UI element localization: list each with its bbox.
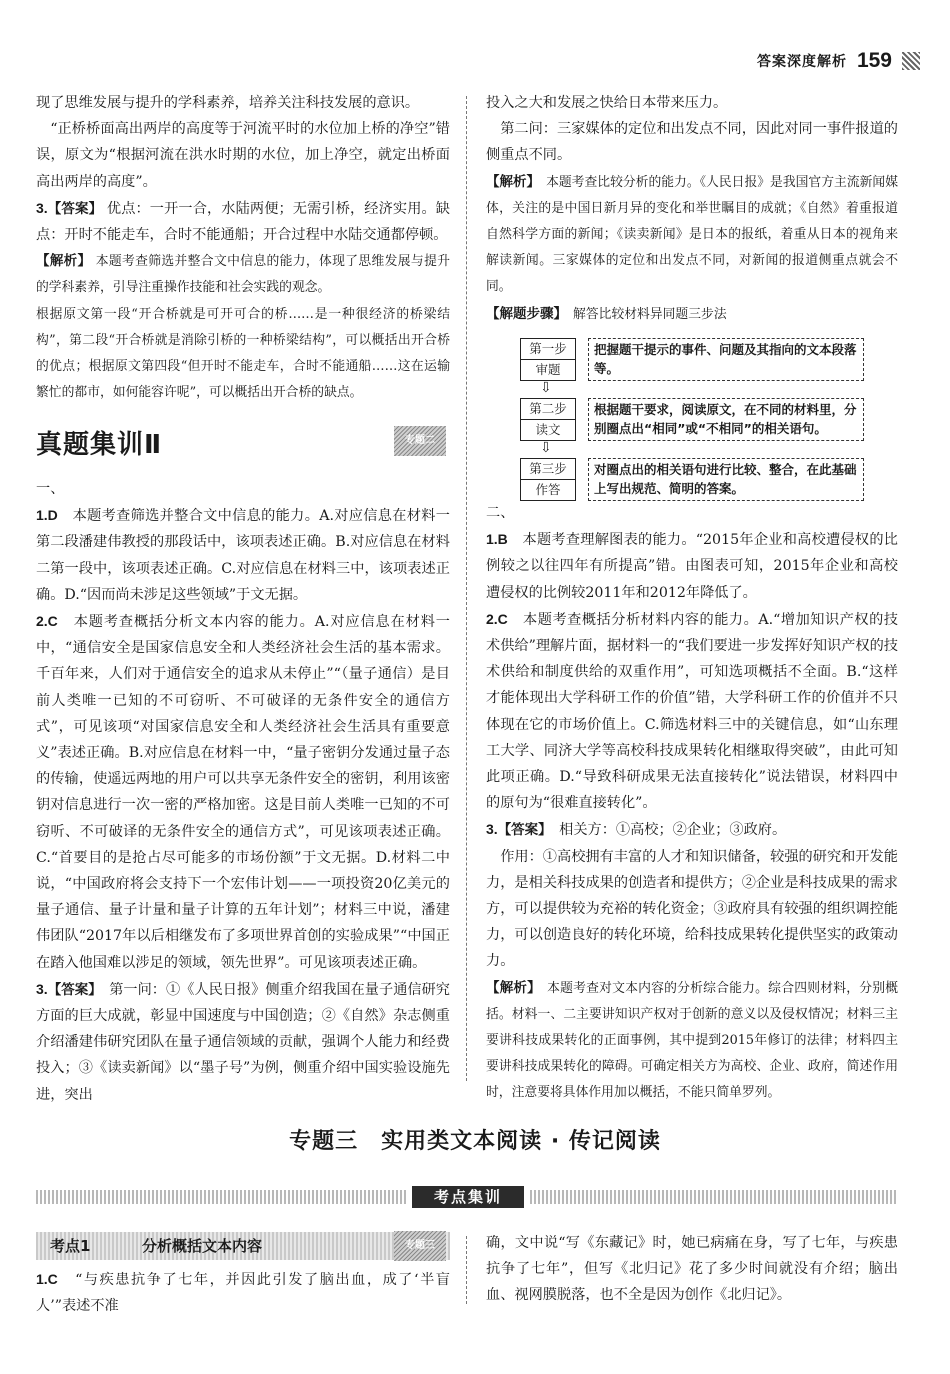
down-arrow-icon: ⇩ xyxy=(540,380,552,396)
step-name: 读文 xyxy=(521,419,575,440)
qr-code-icon xyxy=(902,52,920,70)
steps-tag: 【解题步骤】 xyxy=(486,305,561,322)
explanation-text: 本题考查对文本内容的分析综合能力。综合四则材料，分别概括。材料一、二主要讲知识产权对于创新的意义以及侵权情况；材料三主要讲科技成果转化的正面事例，其中提到2015年修订的法律；材料四主要讲科技成果转化的障碍。可确定相关方为高校、企业、政府，简述作用时，注意要将具体作用加以概括，不能只简单罗列。 xyxy=(486,980,899,1101)
text-paragraph: “正桥桥面高出两岸的高度等于河流平时的水位加上桥的净空”错误，原文为“根据河流在洪水时期的水位，加上净空，就定出桥面高出两岸的高度”。 xyxy=(36,121,450,190)
band-stripe xyxy=(530,1190,896,1204)
question-2 xyxy=(486,606,898,817)
kaodian-title: 分析概括文本内容 xyxy=(142,1237,263,1255)
explanation-text: 本题考查筛选并整合文中信息的能力，体现了思维发展与提升的学科素养，引导注重操作技能和社会实践的观念。 xyxy=(36,254,450,296)
section-roman: Ⅱ xyxy=(144,430,163,460)
question-number: 3. xyxy=(486,821,498,838)
steps-diagram xyxy=(520,338,866,518)
explanation-tag: 【解析】 xyxy=(486,979,535,996)
question-number: 1.B xyxy=(486,531,508,548)
question-number: 3. xyxy=(36,980,48,997)
page-number: 159 xyxy=(856,49,892,72)
section-title-text: 真题集训 xyxy=(36,430,145,460)
chapter-stamp: 专题三 xyxy=(394,1231,446,1261)
part-label: 一、 xyxy=(36,481,65,497)
question-1 xyxy=(36,1266,450,1319)
left-main-block xyxy=(36,476,450,1108)
question-1 xyxy=(36,502,450,608)
kaodian-bar xyxy=(36,1232,450,1260)
steps-title: 解答比较材料异同题三步法 xyxy=(573,306,727,322)
text-paragraph: 第二问：三家媒体的定位和出发点不同，因此对同一事件报道的侧重点不同。 xyxy=(486,121,898,164)
answer-tag: 【答案】 xyxy=(497,822,545,839)
band-label: 考点集训 xyxy=(412,1186,524,1208)
page-header xyxy=(757,50,920,72)
chapter-stamp: 专题二 xyxy=(394,426,446,456)
right-main-block xyxy=(486,500,898,1107)
answer-tag: 【答案】 xyxy=(47,200,103,217)
column-divider xyxy=(466,96,467,1081)
explanation xyxy=(486,975,898,1107)
question-3 xyxy=(486,816,898,843)
step-number: 第三步 xyxy=(529,461,567,476)
explanation-detail: 根据原文第一段“开合桥就是可开可合的桥……是一种很经济的桥梁结构”，第二段“开合桥就是消除引桥的一种桥梁结构”，可以概括出开合桥的优点；根据原文第四段“但开时不能走车，合时不能通船……这在运输繁忙的都市，如何能容许呢”，可以概括出开合桥的缺点。 xyxy=(36,306,450,401)
text-line: 投入之大和发展之快给日本带来压力。 xyxy=(486,95,728,111)
answer-text: 优点：一开一合，水陆两便；无需引桥，经济实用。缺点：开时不能走车，合时不能通船；开合过程中水陆交通都停顿。 xyxy=(36,200,450,244)
bottom-right-block xyxy=(486,1230,898,1309)
step-label xyxy=(520,398,576,441)
explanation-tag: 【解析】 xyxy=(486,173,534,190)
question-text: 第一问：①《人民日报》侧重介绍我国在量子通信研究方面的巨大成就，彰显中国速度与中国创造；②《自然》杂志侧重介绍潘建伟研究团队在量子通信领域的贡献，强调个人能力和经费投入；③《读卖新闻》以“墨子号”为例，侧重介绍中国实验设施先进，突出 xyxy=(36,981,450,1103)
step-row xyxy=(520,338,866,398)
text-paragraph: 确，文中说“写《东藏记》时，她已病痛在身，写了七年，与疾患抗争了七年”，但写《北归记》花了多少时间就没有介绍；脑出血、视网膜脱落，也不全是因为创作《北归记》。 xyxy=(486,1235,898,1304)
question-number: 2.C xyxy=(486,610,508,627)
step-number: 第二步 xyxy=(529,401,567,416)
text-line: 现了思维发展与提升的学科素养，培养关注科技发展的意识。 xyxy=(36,95,420,111)
right-top-block xyxy=(486,90,898,328)
step-text: 根据题干要求，阅读原文，在不同的材料里，分别圈点出“相同”或“不相同”的相关语句。 xyxy=(588,398,864,441)
explanation xyxy=(486,169,898,301)
step-label xyxy=(520,338,576,381)
answer-3 xyxy=(36,195,450,248)
question-number: 1.D xyxy=(36,507,58,524)
question-3 xyxy=(36,976,450,1108)
header-title: 答案深度解析 xyxy=(756,54,847,70)
step-number: 第一步 xyxy=(529,341,567,356)
step-name: 作答 xyxy=(521,479,575,500)
answer-tag: 【答案】 xyxy=(47,981,95,998)
bottom-left-block xyxy=(36,1266,450,1319)
band-stripe xyxy=(36,1190,406,1204)
question-text: 本题考查概括分析材料内容的能力。A.“增加知识产权的技术供给”理解片面，据材料一的“我们要进一步发挥好知识产权的技术供给和制度供给的双重作用”，可知选项概括不全面。B.“这样才能体现出大学科研工作的价值”错，大学科研工作的价值并不只体现在它的市场价值上。C.筛选材料三中的关键信息，如“山东理工大学、同济大学等高校科技成果转化相继取得突破”，由此可知此项正确。D.“导致科研成果无法直接转化”说法错误，材料四中的原句为“很难直接转化”。 xyxy=(486,611,898,812)
left-top-block xyxy=(36,90,450,406)
question-number: 2.C xyxy=(36,613,58,630)
explanation xyxy=(36,248,450,301)
kaodian-number: 考点1 xyxy=(50,1237,91,1255)
question-text: 本题考查理解图表的能力。“2015年企业和高校遭侵权的比例较之以往四年有所提高”错。由图表可知，2015年企业和高校遭侵权的比例较2011年和2012年降低了。 xyxy=(486,532,898,601)
column-divider-bottom xyxy=(466,1236,467,1304)
section-title xyxy=(36,424,450,460)
question-number: 1.C xyxy=(36,1271,58,1287)
part-label: 二、 xyxy=(486,505,515,521)
step-text: 对圈点出的相关语句进行比较、整合，在此基础上写出规范、简明的答案。 xyxy=(588,458,864,501)
answer-detail: 作用：①高校拥有丰富的人才和知识储备，较强的研究和开发能力，是相关科技成果的创造者和提供方；②企业是科技成果的需求方，可以提供较为充裕的转化资金；③政府具有较强的组织调控能力，可以创造良好的转化环境，给科技成果转化提供坚实的政策动力。 xyxy=(486,848,898,970)
step-row xyxy=(520,398,866,458)
chapter-title: 专题三 实用类文本阅读 · 传记阅读 xyxy=(289,1129,661,1154)
step-name: 审题 xyxy=(521,359,575,380)
steps-heading xyxy=(486,301,898,328)
explanation-text: 本题考查比较分析的能力。《人民日报》是我国官方主流新闻媒体，关注的是中国日新月异的变化和举世瞩目的成就；《自然》着重报道自然科学方面的新闻；《读卖新闻》是日本的报纸，着重从日本的视角来解读新闻。三家媒体的定位和出发点不同，对新闻的报道侧重点就会不同。 xyxy=(486,174,899,295)
question-2 xyxy=(36,608,450,976)
question-1 xyxy=(486,526,898,606)
step-text: 把握题干提示的事件、问题及其指向的文本段落等。 xyxy=(588,338,864,381)
answer-text: 相关方：①高校；②企业；③政府。 xyxy=(559,822,787,839)
question-text: 本题考查概括分析文本内容的能力。A.对应信息在材料一中，“通信安全是国家信息安全和人类经济社会生活的基本需求。千百年来，人们对于通信安全的追求从未停止”“（量子通信）是目前人类唯一已知的不可窃听、不可破译的无条件安全的通信方式”，可见该项“对国家信息安全和人类经济社会生活具有重要意义”表述正确。B.对应信息在材料一中，“量子密钥分发通过量子态的传输，使遥远两地的用户可以共享无条件安全的密钥，利用该密钥对信息进行一次一密的严格加密。这是目前人类唯一已知的不可窃听、不可破译的无条件安全的通信方式”，可见该项表述正确。C.“首要目的是抢占尽可能多的市场份额”于文无据。D.材料二中说，“中国政府将会支持下一个宏伟计划——一项投资20亿美元的量子通信、量子计量和量子计算的五年计划”；材料三中说，潘建伟团队“2017年以后相继发布了多项世界首创的实验成果”“中国正在踏入他国难以涉足的领域，领先世界”。可见该项表述正确。 xyxy=(36,614,450,971)
down-arrow-icon: ⇩ xyxy=(540,440,552,456)
question-text: 本题考查筛选并整合文中信息的能力。A.对应信息在材料一第二段潘建伟教授的那段话中，该项表述正确。B.对应信息在材料二第一段中，该项表述正确。C.对应信息在材料三中，该项表述正确。D.“因而尚未涉足这些领域”于文无据。 xyxy=(36,508,450,603)
step-label xyxy=(520,458,576,501)
question-text: “与疾患抗争了七年，并因此引发了脑出血，成了‘半盲人’”表述不准 xyxy=(36,1272,450,1315)
explanation-tag: 【解析】 xyxy=(36,253,92,270)
question-number: 3. xyxy=(36,199,48,216)
section-band xyxy=(36,1186,896,1208)
